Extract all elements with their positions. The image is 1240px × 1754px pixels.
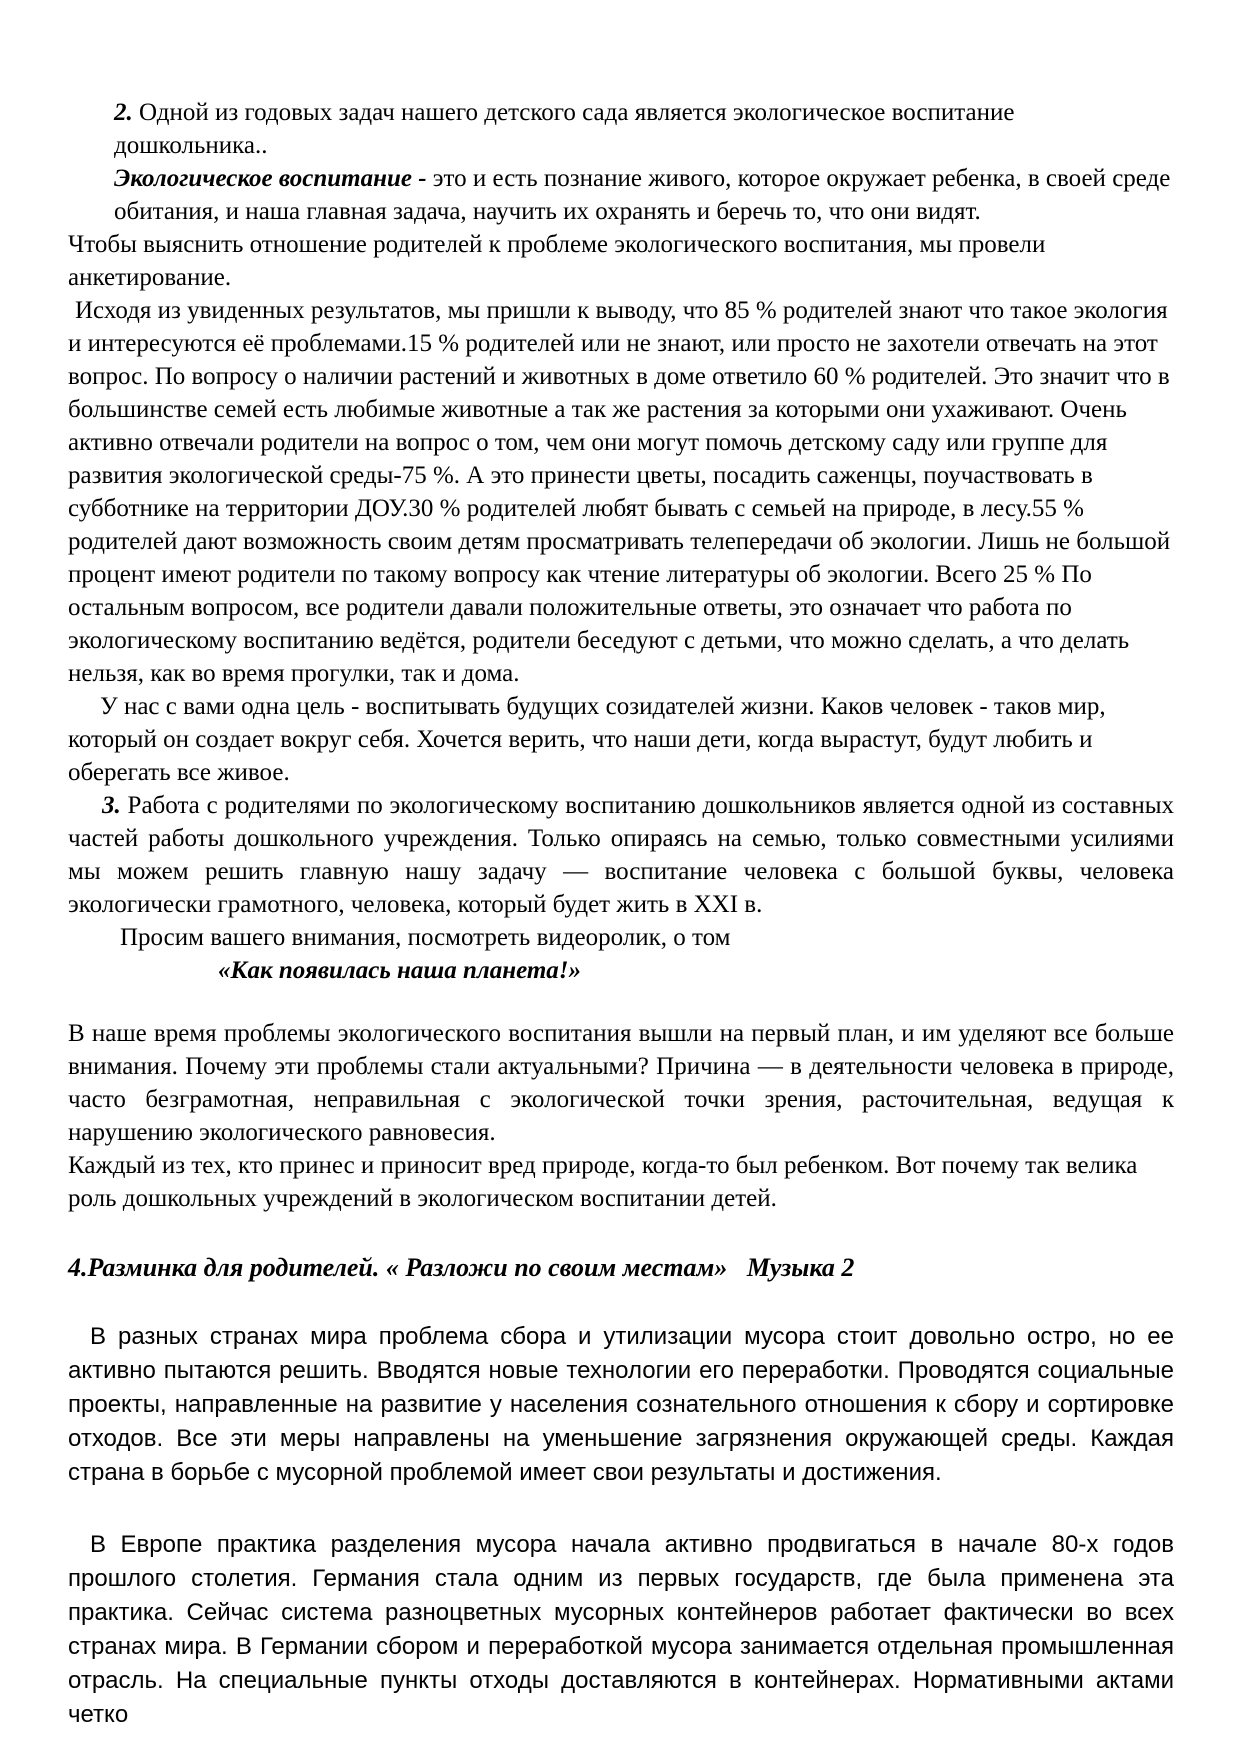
paragraph-number-2: 2. (114, 99, 133, 126)
paragraph-task-2 (114, 96, 1174, 162)
paragraph-task-3-text: Работа с родителями по экологическому воспитанию дошкольников является одной из составных частей работы дошкольного учреждения. Только опираясь на семью, только совместными усилиями мы можем решить главную нашу задачу — воспитание человека с большой буквы, человека экологически грамотного, человека, который будет жить в XXI в. (68, 792, 1174, 918)
paragraph-video-invite: Просим вашего внимания, посмотреть видеоролик, о том (120, 924, 731, 951)
paragraph-waste-world: В разных странах мира проблема сбора и утилизации мусора стоит довольно остро, но ее активно пытаются решить. Вводятся новые технологии его переработки. Проводятся социальные проекты, направленные на развитие у населения сознательного отношения к сбору и сортировке отходов. Все эти меры направлены на уменьшение загрязнения окружающей среды. Каждая страна в борьбе с мусорной проблемой имеет свои результаты и достижения. (68, 1323, 1174, 1486)
paragraph-survey-results: Исходя из увиденных результатов, мы пришли к выводу, что 85 % родителей знают что такое экология и интересуются её проблемами.15 % родителей или не знают, или просто не захотели отвечать на этот вопрос. По вопросу о наличии растений и животных в доме ответило 60 % родителей. Это значит что в большинстве семей есть любимые животные а так же растения за которыми они ухаживают. Очень активно отвечали родители на вопрос о том, чем они могут помочь детскому саду или группе для развития экологической среды-75 %. А это принести цветы, посадить саженцы, поучаствовать в субботнике на территории ДОУ.30 % родителей любят бывать с семьей на природе, в лесу.55 % родителей дают возможность своим детям просматривать телепередачи об экологии. Лишь не большой процент имеют родители по такому вопросу как чтение литературы об экологии. Всего 25 % По остальным вопросом, все родители давали положительные ответы, это означает что работа по экологическому воспитанию ведётся, родители беседуют с детьми, что можно сделать, а что делать нельзя, как во время прогулки, так и дома. (68, 297, 1171, 687)
paragraph-task-3 (68, 789, 1174, 921)
section-heading-4: 4.Разминка для родителей. « Разложи по своим местам» Музыка 2 (68, 1253, 855, 1282)
paragraph-common-goal: У нас с вами одна цель - воспитывать будущих созидателей жизни. Каков человек - таков мир, который он создает вокруг себя. Хочется верить, что наши дети, когда вырастут, будут любить и оберегать все живое. (68, 693, 1106, 786)
paragraph-waste-europe: В Европе практика разделения мусора начала активно продвигаться в начале 80-х годов прошлого столетия. Германия стала одним из первых государств, где была применена эта практика. Сейчас система разноцветных мусорных контейнеров работает фактически во всех странах мира. В Германии сбором и переработкой мусора занимается отдельная промышленная отрасль. На специальные пункты отходы доставляются в контейнерах. Нормативными актами четко (68, 1531, 1174, 1728)
paragraph-child-harm: Каждый из тех, кто принес и приносит вред природе, когда-то был ребенком. Вот почему так велика роль дошкольных учреждений в экологическом воспитании детей. (68, 1152, 1138, 1212)
paragraph-survey-intro: Чтобы выяснить отношение родителей к проблеме экологического воспитания, мы провели анкетирование. (68, 231, 1046, 291)
eco-definition-text: это и есть познание живого, которое окружает ребенка, в своей среде обитания, и наша главная задача, научить их охранять и беречь то, что они видят. (114, 165, 1171, 225)
paragraph-eco-definition (114, 162, 1174, 228)
video-title: «Как появилась наша планета!» (218, 957, 582, 984)
paragraph-task-2-text: Одной из годовых задач нашего детского сада является экологическое воспитание дошкольника.. (114, 99, 1015, 159)
paragraph-eco-problems: В наше время проблемы экологического воспитания вышли на первый план, и им уделяют все больше внимания. Почему эти проблемы стали актуальными? Причина — в деятельности человека в природе, часто безграмотная, неправильная с экологической точки зрения, расточительная, ведущая к нарушению экологического равновесия. (68, 1020, 1174, 1146)
paragraph-number-3: 3. (102, 792, 121, 819)
eco-definition-term: Экологическое воспитание - (114, 165, 427, 192)
